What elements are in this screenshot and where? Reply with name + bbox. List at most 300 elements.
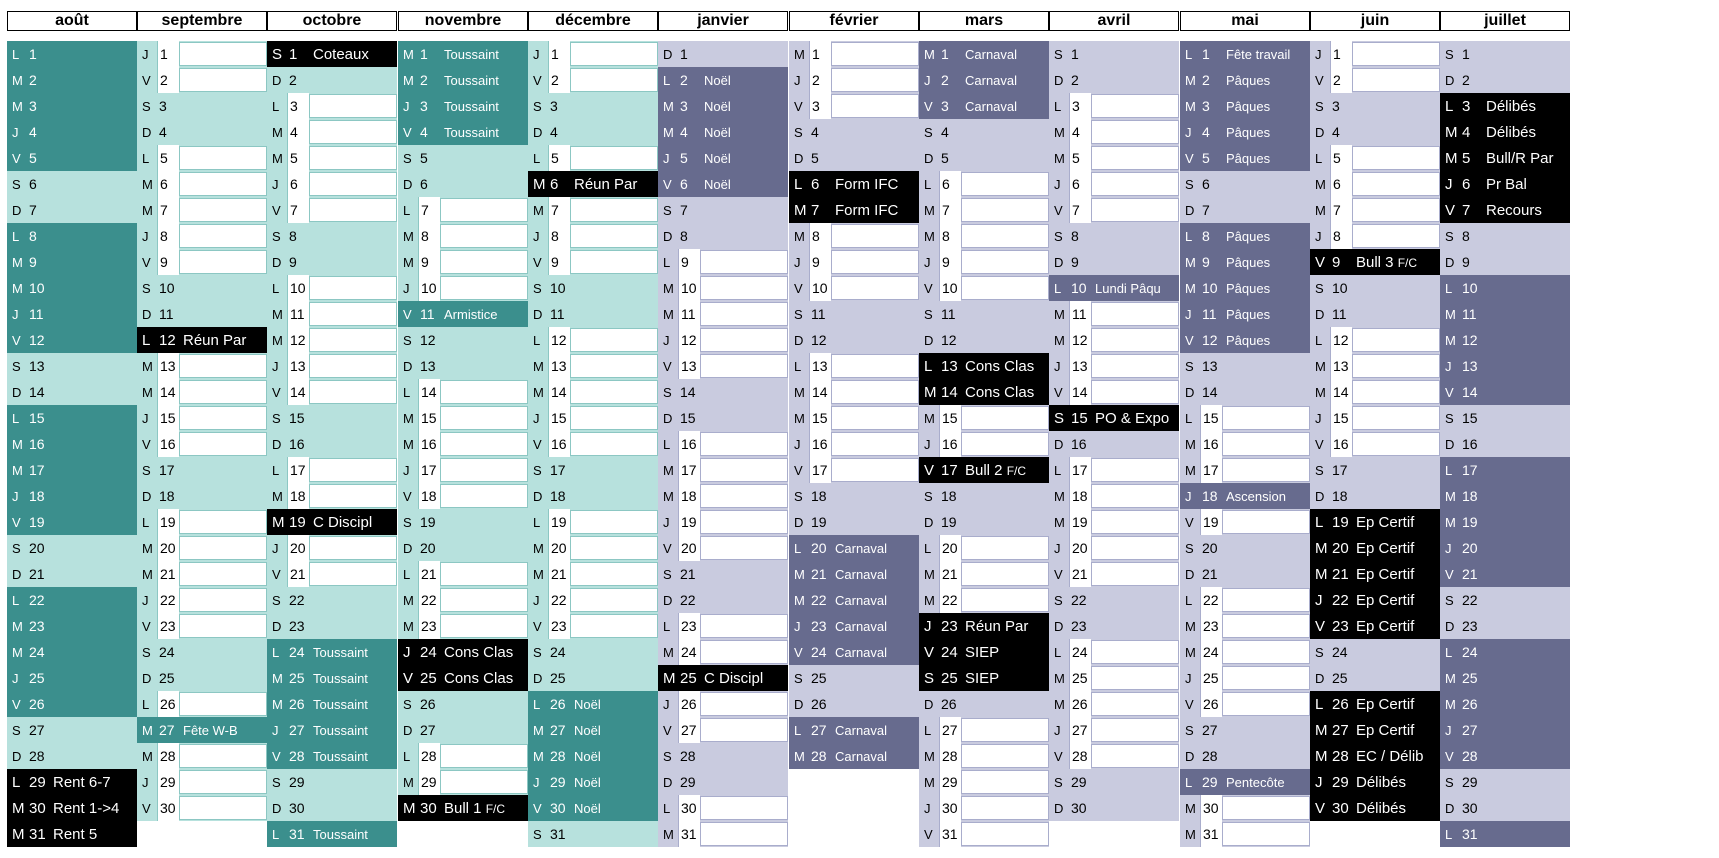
event-cell[interactable] bbox=[179, 510, 267, 534]
weekday-letter: M bbox=[924, 592, 935, 608]
event-cell[interactable] bbox=[179, 198, 267, 222]
event-text: Toussaint bbox=[313, 644, 368, 660]
event-cell[interactable] bbox=[440, 198, 528, 222]
event-cell[interactable] bbox=[1222, 822, 1310, 846]
event-label bbox=[833, 593, 919, 608]
day-number: 6 bbox=[550, 175, 559, 193]
event-cell[interactable] bbox=[179, 588, 267, 612]
day-row bbox=[789, 275, 919, 301]
day-row bbox=[398, 405, 528, 431]
event-text: Carnaval bbox=[835, 618, 888, 634]
event-cell[interactable] bbox=[700, 484, 788, 508]
day-row bbox=[919, 171, 1049, 197]
event-cell[interactable] bbox=[440, 588, 528, 612]
event-cell[interactable] bbox=[179, 224, 267, 248]
day-row bbox=[1440, 275, 1570, 301]
event-cell[interactable] bbox=[1352, 146, 1440, 170]
day-row bbox=[1310, 639, 1440, 665]
event-text: Noël bbox=[704, 124, 731, 140]
event-cell[interactable] bbox=[700, 432, 788, 456]
event-text: Pâques bbox=[1226, 150, 1271, 166]
event-cell[interactable] bbox=[440, 744, 528, 768]
day-event-row bbox=[1440, 145, 1570, 171]
event-cell[interactable] bbox=[1352, 380, 1440, 404]
event-cell[interactable] bbox=[309, 458, 397, 482]
day-number: 30 bbox=[1462, 800, 1478, 816]
day-row bbox=[1440, 535, 1570, 561]
day-row bbox=[7, 327, 137, 353]
weekday-letter: J bbox=[12, 124, 19, 140]
event-cell[interactable] bbox=[440, 562, 528, 586]
event-cell[interactable] bbox=[570, 250, 658, 274]
day-number: 16 bbox=[548, 431, 570, 457]
weekday-letter: L bbox=[1445, 462, 1453, 478]
event-cell[interactable] bbox=[1222, 796, 1310, 820]
event-cell[interactable] bbox=[440, 484, 528, 508]
weekday-letter: S bbox=[794, 124, 803, 140]
day-number: 10 bbox=[287, 275, 309, 301]
day-row bbox=[7, 197, 137, 223]
weekday-letter: V bbox=[1185, 150, 1194, 166]
day-number: 3 bbox=[420, 98, 428, 114]
day-row bbox=[1049, 561, 1179, 587]
event-cell[interactable] bbox=[1091, 354, 1179, 378]
event-cell[interactable] bbox=[831, 42, 919, 66]
event-text: Noël bbox=[574, 748, 601, 764]
event-cell[interactable] bbox=[700, 458, 788, 482]
day-number: 4 bbox=[941, 124, 949, 140]
day-number: 23 bbox=[29, 618, 45, 634]
day-row bbox=[7, 405, 137, 431]
event-cell[interactable] bbox=[179, 796, 267, 820]
event-cell[interactable] bbox=[1352, 354, 1440, 378]
day-number: 28 bbox=[1462, 748, 1478, 764]
weekday-letter: S bbox=[12, 722, 21, 738]
day-list bbox=[137, 41, 267, 821]
event-cell[interactable] bbox=[1091, 172, 1179, 196]
event-cell[interactable] bbox=[570, 588, 658, 612]
weekday-letter: L bbox=[403, 384, 411, 400]
event-text: Carnaval bbox=[835, 748, 888, 764]
day-event-row bbox=[1180, 119, 1310, 145]
weekday-letter: V bbox=[272, 566, 281, 582]
weekday-letter: V bbox=[403, 669, 414, 687]
event-cell[interactable] bbox=[1091, 744, 1179, 768]
weekday-letter: J bbox=[142, 774, 149, 790]
event-cell[interactable] bbox=[570, 146, 658, 170]
event-cell[interactable] bbox=[961, 718, 1049, 742]
event-cell[interactable] bbox=[1091, 718, 1179, 742]
event-cell[interactable] bbox=[961, 224, 1049, 248]
event-cell[interactable] bbox=[1091, 328, 1179, 352]
month-header: août bbox=[7, 11, 137, 31]
event-cell[interactable] bbox=[831, 276, 919, 300]
event-cell[interactable] bbox=[961, 588, 1049, 612]
event-cell[interactable] bbox=[570, 510, 658, 534]
event-cell[interactable] bbox=[179, 614, 267, 638]
event-cell[interactable] bbox=[831, 94, 919, 118]
event-cell[interactable] bbox=[570, 406, 658, 430]
day-number: 11 bbox=[159, 306, 174, 322]
day-number: 6 bbox=[29, 176, 37, 192]
event-text: Ep Certif bbox=[1356, 721, 1415, 739]
event-cell[interactable] bbox=[1091, 120, 1179, 144]
event-cell[interactable] bbox=[1352, 198, 1440, 222]
event-cell[interactable] bbox=[961, 796, 1049, 820]
event-cell[interactable] bbox=[1091, 94, 1179, 118]
event-cell[interactable] bbox=[831, 406, 919, 430]
event-cell[interactable] bbox=[179, 562, 267, 586]
day-row bbox=[528, 379, 658, 405]
day-number: 16 bbox=[1462, 436, 1478, 452]
event-cell[interactable] bbox=[309, 172, 397, 196]
weekday-letter: M bbox=[924, 228, 935, 244]
event-cell[interactable] bbox=[179, 354, 267, 378]
event-cell[interactable] bbox=[179, 770, 267, 794]
weekday-letter: M bbox=[272, 150, 283, 166]
event-cell[interactable] bbox=[961, 250, 1049, 274]
weekday-letter: V bbox=[142, 618, 151, 634]
weekday-letter: L bbox=[142, 150, 150, 166]
day-number: 8 bbox=[1071, 228, 1079, 244]
event-cell[interactable] bbox=[1091, 510, 1179, 534]
day-row bbox=[789, 379, 919, 405]
event-label bbox=[572, 697, 658, 712]
event-cell[interactable] bbox=[179, 146, 267, 170]
day-number: 6 bbox=[680, 176, 688, 192]
day-number: 9 bbox=[289, 254, 297, 270]
weekday-letter: D bbox=[663, 228, 673, 244]
event-cell[interactable] bbox=[179, 68, 267, 92]
event-text: Délibés bbox=[1486, 123, 1537, 141]
day-number: 23 bbox=[1071, 618, 1087, 634]
event-cell[interactable] bbox=[440, 770, 528, 794]
event-cell[interactable] bbox=[309, 146, 397, 170]
event-text: Carnaval bbox=[835, 592, 888, 608]
day-row bbox=[1049, 665, 1179, 691]
event-cell[interactable] bbox=[309, 328, 397, 352]
event-cell[interactable] bbox=[570, 354, 658, 378]
event-cell[interactable] bbox=[179, 42, 267, 66]
event-cell[interactable] bbox=[570, 562, 658, 586]
day-number: 13 bbox=[29, 358, 45, 374]
event-cell[interactable] bbox=[1352, 328, 1440, 352]
day-number: 18 bbox=[418, 483, 440, 509]
event-cell[interactable] bbox=[179, 406, 267, 430]
event-cell[interactable] bbox=[700, 328, 788, 352]
event-cell[interactable] bbox=[961, 172, 1049, 196]
event-cell[interactable] bbox=[570, 614, 658, 638]
day-row bbox=[137, 275, 267, 301]
day-number: 10 bbox=[678, 275, 700, 301]
event-cell[interactable] bbox=[440, 380, 528, 404]
event-cell[interactable] bbox=[961, 822, 1049, 846]
weekday-letter: J bbox=[924, 436, 931, 452]
weekday-letter: S bbox=[1445, 774, 1454, 790]
weekday-letter: M bbox=[924, 46, 935, 62]
weekday-letter: M bbox=[1185, 618, 1196, 634]
event-cell[interactable] bbox=[309, 484, 397, 508]
event-cell[interactable] bbox=[961, 406, 1049, 430]
event-cell[interactable] bbox=[700, 510, 788, 534]
day-number: 26 bbox=[1462, 696, 1478, 712]
day-number: 13 bbox=[548, 353, 570, 379]
day-row bbox=[919, 301, 1049, 327]
month-header: octobre bbox=[267, 11, 397, 31]
event-cell[interactable] bbox=[440, 432, 528, 456]
event-cell[interactable] bbox=[1352, 406, 1440, 430]
weekday-letter: V bbox=[533, 800, 542, 816]
event-cell[interactable] bbox=[179, 172, 267, 196]
event-cell[interactable] bbox=[309, 562, 397, 586]
event-cell[interactable] bbox=[700, 822, 788, 846]
day-number: 7 bbox=[287, 197, 309, 223]
event-cell[interactable] bbox=[1091, 666, 1179, 690]
day-number: 11 bbox=[550, 306, 565, 322]
day-number: 15 bbox=[1071, 409, 1088, 427]
weekday-letter: L bbox=[1315, 332, 1323, 348]
day-row bbox=[1440, 795, 1570, 821]
event-cell[interactable] bbox=[179, 250, 267, 274]
event-cell[interactable] bbox=[440, 250, 528, 274]
weekday-letter: S bbox=[533, 826, 542, 842]
day-number: 16 bbox=[157, 431, 179, 457]
weekday-letter: M bbox=[663, 669, 676, 687]
event-cell[interactable] bbox=[700, 536, 788, 560]
event-cell[interactable] bbox=[700, 614, 788, 638]
day-row bbox=[137, 223, 267, 249]
day-number: 15 bbox=[1330, 405, 1352, 431]
weekday-letter: M bbox=[142, 176, 153, 192]
day-row bbox=[1180, 587, 1310, 613]
weekday-letter: V bbox=[924, 826, 933, 842]
event-cell[interactable] bbox=[831, 68, 919, 92]
day-number: 3 bbox=[550, 98, 558, 114]
day-number: 28 bbox=[1069, 743, 1091, 769]
event-cell[interactable] bbox=[831, 250, 919, 274]
event-cell[interactable] bbox=[1091, 536, 1179, 560]
event-cell[interactable] bbox=[831, 432, 919, 456]
event-cell[interactable] bbox=[1222, 588, 1310, 612]
event-cell[interactable] bbox=[570, 536, 658, 560]
event-cell[interactable] bbox=[309, 380, 397, 404]
day-number: 29 bbox=[418, 769, 440, 795]
event-label bbox=[442, 644, 528, 661]
day-number: 23 bbox=[418, 613, 440, 639]
event-cell[interactable] bbox=[179, 536, 267, 560]
event-cell[interactable] bbox=[1222, 666, 1310, 690]
event-cell[interactable] bbox=[440, 276, 528, 300]
day-row bbox=[1049, 509, 1179, 535]
event-cell[interactable] bbox=[1222, 614, 1310, 638]
event-cell[interactable] bbox=[1091, 484, 1179, 508]
event-text: Délibés bbox=[1486, 97, 1537, 115]
event-cell[interactable] bbox=[570, 380, 658, 404]
day-number: 30 bbox=[420, 799, 437, 817]
event-cell[interactable] bbox=[1091, 562, 1179, 586]
day-row bbox=[398, 327, 528, 353]
event-cell[interactable] bbox=[700, 692, 788, 716]
event-cell[interactable] bbox=[831, 224, 919, 248]
event-cell[interactable] bbox=[309, 94, 397, 118]
event-label bbox=[833, 202, 919, 219]
day-row bbox=[789, 119, 919, 145]
weekday-letter: D bbox=[1054, 254, 1064, 270]
weekday-letter: J bbox=[1445, 358, 1452, 374]
day-list bbox=[1180, 41, 1310, 847]
event-cell[interactable] bbox=[961, 276, 1049, 300]
day-row bbox=[1310, 93, 1440, 119]
weekday-letter: L bbox=[1445, 280, 1453, 296]
day-row bbox=[919, 197, 1049, 223]
day-row bbox=[1049, 457, 1179, 483]
event-cell[interactable] bbox=[309, 120, 397, 144]
day-number: 30 bbox=[939, 795, 961, 821]
weekday-letter: M bbox=[1054, 696, 1065, 712]
event-cell[interactable] bbox=[1352, 68, 1440, 92]
event-cell[interactable] bbox=[961, 744, 1049, 768]
event-cell[interactable] bbox=[1091, 198, 1179, 222]
day-row bbox=[267, 197, 397, 223]
weekday-letter: D bbox=[1315, 670, 1325, 686]
day-row bbox=[789, 353, 919, 379]
event-cell[interactable] bbox=[440, 224, 528, 248]
event-cell[interactable] bbox=[179, 744, 267, 768]
event-cell[interactable] bbox=[1222, 406, 1310, 430]
day-number: 14 bbox=[1202, 384, 1218, 400]
event-cell[interactable] bbox=[309, 536, 397, 560]
event-cell[interactable] bbox=[1222, 640, 1310, 664]
event-cell[interactable] bbox=[1352, 42, 1440, 66]
day-event-row bbox=[1180, 145, 1310, 171]
event-cell[interactable] bbox=[570, 224, 658, 248]
event-cell[interactable] bbox=[179, 432, 267, 456]
event-cell[interactable] bbox=[1222, 432, 1310, 456]
event-cell[interactable] bbox=[440, 614, 528, 638]
day-event-row bbox=[658, 93, 788, 119]
event-cell[interactable] bbox=[1091, 302, 1179, 326]
weekday-letter: V bbox=[663, 176, 672, 192]
weekday-letter: S bbox=[663, 202, 672, 218]
event-cell[interactable] bbox=[1091, 640, 1179, 664]
weekday-letter: V bbox=[272, 748, 281, 764]
day-event-row bbox=[658, 119, 788, 145]
day-number: 7 bbox=[418, 197, 440, 223]
event-cell[interactable] bbox=[309, 354, 397, 378]
event-cell[interactable] bbox=[831, 458, 919, 482]
event-cell[interactable] bbox=[1091, 380, 1179, 404]
event-text: C Discipl bbox=[704, 669, 764, 687]
day-number: 5 bbox=[1330, 145, 1352, 171]
event-cell[interactable] bbox=[961, 562, 1049, 586]
event-cell[interactable] bbox=[1222, 692, 1310, 716]
event-cell[interactable] bbox=[700, 250, 788, 274]
event-cell[interactable] bbox=[309, 302, 397, 326]
event-label bbox=[311, 671, 397, 686]
day-number: 9 bbox=[157, 249, 179, 275]
weekday-letter: J bbox=[794, 254, 801, 270]
weekday-letter: J bbox=[1315, 773, 1323, 791]
event-label bbox=[1354, 774, 1440, 791]
event-cell[interactable] bbox=[700, 640, 788, 664]
day-row bbox=[1440, 509, 1570, 535]
day-number: 11 bbox=[1332, 306, 1347, 322]
event-text: Carnaval bbox=[835, 566, 888, 582]
event-text: Pâques bbox=[1226, 72, 1271, 88]
event-cell[interactable] bbox=[700, 796, 788, 820]
event-cell[interactable] bbox=[570, 68, 658, 92]
event-cell[interactable] bbox=[1352, 432, 1440, 456]
day-number: 1 bbox=[809, 41, 831, 67]
day-row bbox=[1310, 197, 1440, 223]
event-cell[interactable] bbox=[1091, 146, 1179, 170]
event-cell[interactable] bbox=[1352, 172, 1440, 196]
event-cell[interactable] bbox=[440, 406, 528, 430]
event-cell[interactable] bbox=[700, 302, 788, 326]
day-row bbox=[528, 249, 658, 275]
event-cell[interactable] bbox=[961, 770, 1049, 794]
weekday-letter: V bbox=[403, 306, 412, 322]
event-cell[interactable] bbox=[570, 198, 658, 222]
event-cell[interactable] bbox=[570, 42, 658, 66]
event-cell[interactable] bbox=[1352, 224, 1440, 248]
day-number: 30 bbox=[289, 800, 305, 816]
day-number: 15 bbox=[418, 405, 440, 431]
event-cell[interactable] bbox=[961, 536, 1049, 560]
event-cell[interactable] bbox=[831, 380, 919, 404]
event-cell[interactable] bbox=[1091, 458, 1179, 482]
weekday-letter: M bbox=[1315, 202, 1326, 218]
event-cell[interactable] bbox=[700, 276, 788, 300]
event-cell[interactable] bbox=[1222, 458, 1310, 482]
month-header: décembre bbox=[528, 11, 658, 31]
event-cell[interactable] bbox=[179, 692, 267, 716]
event-text: Cons Clas bbox=[965, 383, 1035, 401]
day-row bbox=[1440, 587, 1570, 613]
event-cell[interactable] bbox=[440, 458, 528, 482]
day-number: 21 bbox=[1202, 566, 1218, 582]
weekday-letter: M bbox=[272, 332, 283, 348]
event-text: Ep Certif bbox=[1356, 539, 1415, 557]
day-number: 7 bbox=[680, 202, 688, 218]
event-cell[interactable] bbox=[309, 198, 397, 222]
event-cell[interactable] bbox=[961, 198, 1049, 222]
day-number: 20 bbox=[1202, 540, 1218, 556]
weekday-letter: M bbox=[794, 592, 805, 608]
event-cell[interactable] bbox=[570, 432, 658, 456]
event-cell[interactable] bbox=[1222, 510, 1310, 534]
day-number: 1 bbox=[157, 41, 179, 67]
day-number: 14 bbox=[680, 384, 696, 400]
event-cell[interactable] bbox=[961, 432, 1049, 456]
day-number: 5 bbox=[1462, 149, 1471, 167]
weekday-letter: M bbox=[663, 488, 674, 504]
day-row bbox=[1440, 639, 1570, 665]
day-number: 13 bbox=[1202, 358, 1218, 374]
event-cell[interactable] bbox=[570, 328, 658, 352]
event-text: Bull 1 bbox=[444, 799, 482, 817]
weekday-letter: M bbox=[1185, 72, 1196, 88]
event-cell[interactable] bbox=[179, 380, 267, 404]
event-cell[interactable] bbox=[831, 354, 919, 378]
day-row bbox=[919, 743, 1049, 769]
event-cell[interactable] bbox=[700, 718, 788, 742]
event-cell[interactable] bbox=[1091, 692, 1179, 716]
day-row bbox=[528, 67, 658, 93]
event-cell[interactable] bbox=[309, 276, 397, 300]
day-event-row bbox=[267, 743, 397, 769]
event-cell[interactable] bbox=[700, 354, 788, 378]
